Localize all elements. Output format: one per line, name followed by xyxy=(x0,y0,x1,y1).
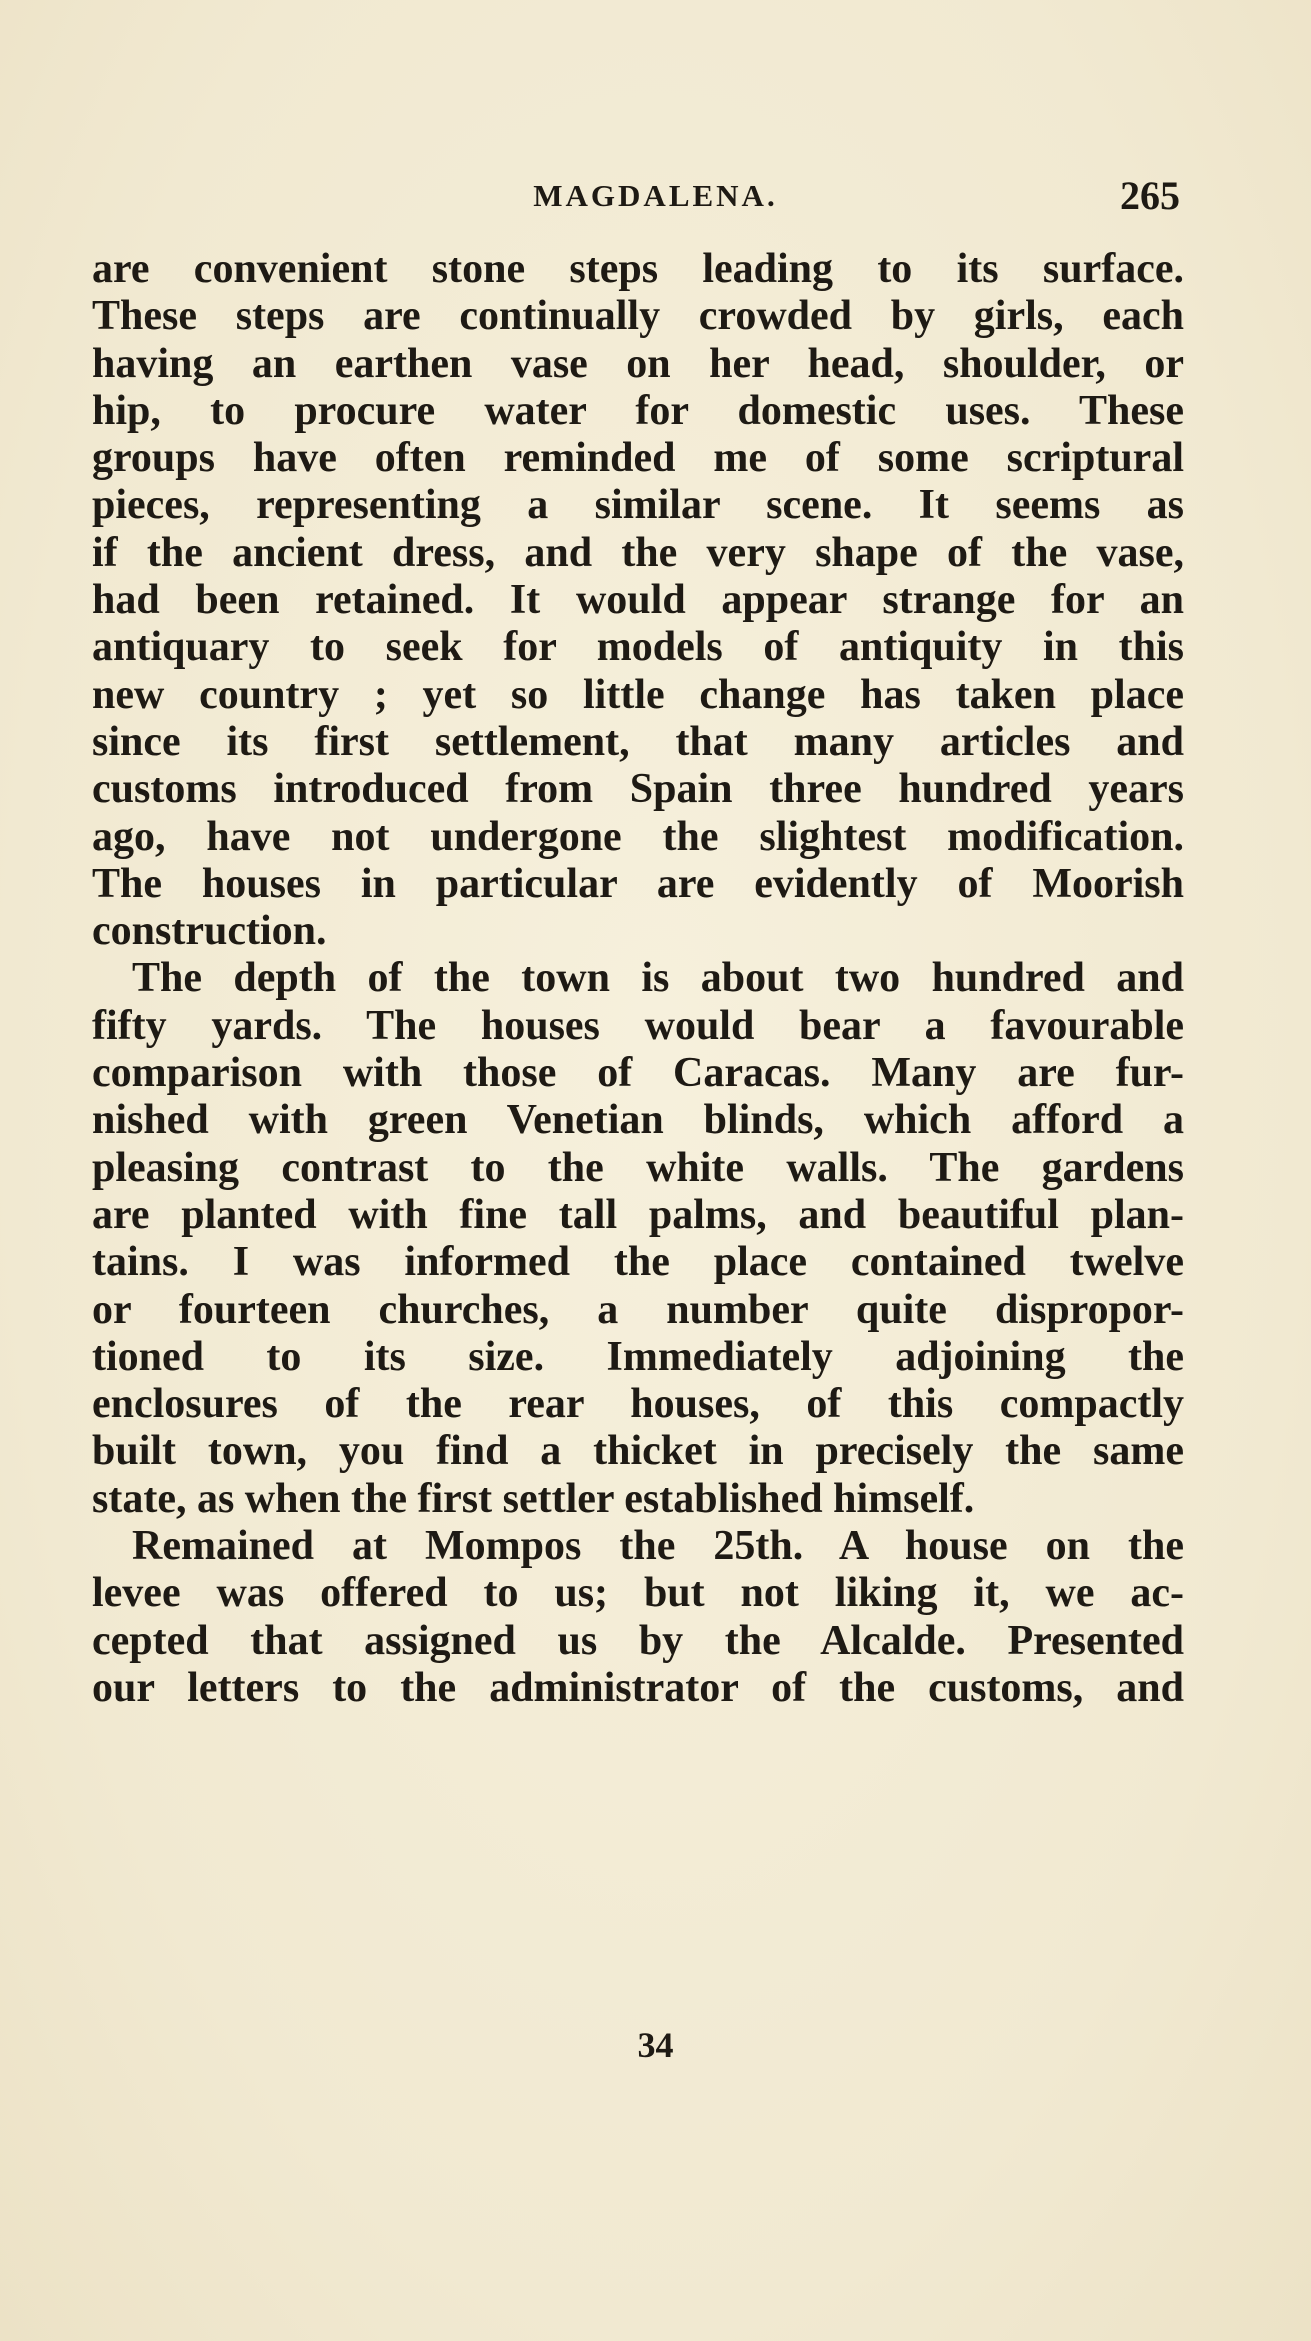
text-line: if the ancient dress, and the very shape of the vase, xyxy=(92,529,1184,576)
paragraph-start-line: Remained at Mompos the 25th. A house on the xyxy=(132,1523,1184,1570)
body-text xyxy=(92,246,1184,1712)
text-line: pieces, representing a similar scene. It seems as xyxy=(92,482,1184,529)
text-line: ago, have not undergone the slightest modification. xyxy=(92,813,1184,860)
text-line: or fourteen churches, a number quite dispropor- xyxy=(92,1286,1184,1333)
text-line: hip, to procure water for domestic uses. These xyxy=(92,387,1184,434)
text-line: our letters to the administrator of the customs, and xyxy=(92,1664,1184,1711)
text-line: construction. xyxy=(92,908,327,955)
text-line: antiquary to seek for models of antiquity in this xyxy=(92,624,1184,671)
text-line: cepted that assigned us by the Alcalde. Presented xyxy=(92,1617,1184,1664)
running-title: MAGDALENA. xyxy=(533,178,778,213)
text-line: The houses in particular are evidently of Moorish xyxy=(92,860,1184,907)
text-line: state, as when the first settler established himself. xyxy=(92,1475,975,1522)
text-line: are convenient stone steps leading to its surface. xyxy=(92,246,1184,292)
text-line: built town, you find a thicket in precisely the same xyxy=(92,1428,1184,1475)
paragraph-start-line: The depth of the town is about two hundred and xyxy=(132,955,1184,1002)
text-line: levee was offered to us; but not liking it, we ac- xyxy=(92,1570,1184,1617)
signature-mark: 34 xyxy=(637,2025,674,2065)
text-line: are planted with fine tall palms, and beautiful plan- xyxy=(92,1191,1184,1238)
text-line: tains. I was informed the place contained twelve xyxy=(92,1239,1184,1286)
text-line: pleasing contrast to the white walls. The gardens xyxy=(92,1144,1184,1191)
text-line: comparison with those of Caracas. Many are fur- xyxy=(92,1050,1184,1097)
page-number: 265 xyxy=(1120,173,1180,218)
text-line: tioned to its size. Immediately adjoining the xyxy=(92,1333,1184,1380)
text-line: customs introduced from Spain three hundred years xyxy=(92,766,1184,813)
text-line: These steps are continually crowded by girls, each xyxy=(92,293,1184,340)
text-line: new country ; yet so little change has taken place xyxy=(92,671,1184,718)
text-line: since its first settlement, that many articles and xyxy=(92,718,1184,765)
text-line: had been retained. It would appear strange for an xyxy=(92,577,1184,624)
text-line: groups have often reminded me of some scriptural xyxy=(92,435,1184,482)
text-line: enclosures of the rear houses, of this compactly xyxy=(92,1381,1184,1428)
text-line: having an earthen vase on her head, shoulder, or xyxy=(92,340,1184,387)
text-line: fifty yards. The houses would bear a favourable xyxy=(92,1002,1184,1049)
text-line: nished with green Venetian blinds, which afford a xyxy=(92,1097,1184,1144)
